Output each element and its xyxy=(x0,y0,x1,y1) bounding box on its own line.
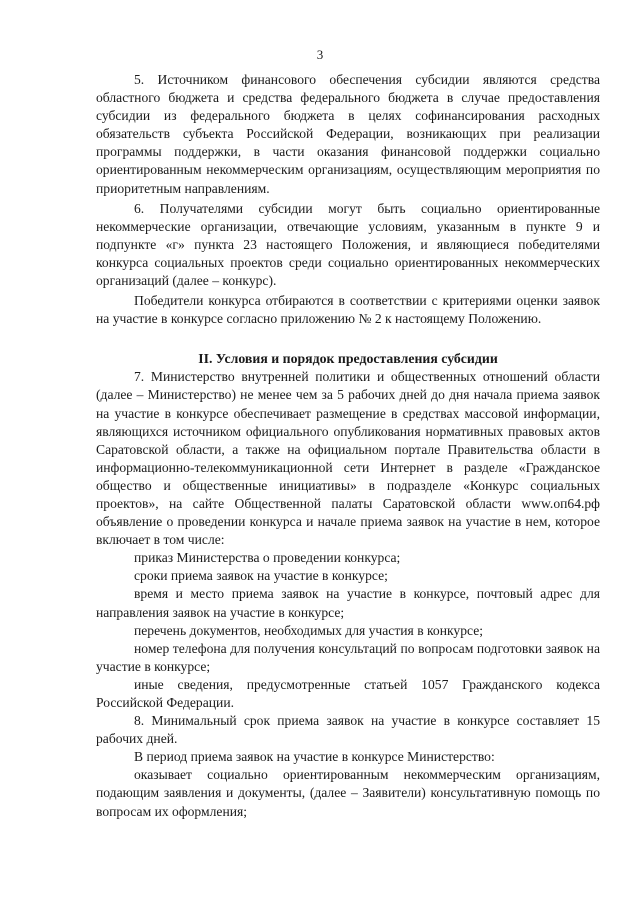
paragraph-6: 6. Получателями субсидии могут быть социально ориентированные некоммерческие организации, отвечающие условиям, указанным в пункте 9 и подпункте «г» пункта 23 настоящего Положения, и являющиеся победителями конкурса социальных проектов среди социально ориентированных некоммерческих организаций (далее – конкурс). xyxy=(96,200,600,289)
list-item: иные сведения, предусмотренные статьей 1057 Гражданского кодекса Российской Федерации. xyxy=(96,676,600,710)
paragraph-consult: оказывает социально ориентированным некоммерческим организациям, подающим заявления и документы, (далее – Заявители) консультативную помощь по вопросам их оформления; xyxy=(96,767,600,819)
paragraph-7: 7. Министерство внутренней политики и общественных отношений области (далее – Министерство) не менее чем за 5 рабочих дней до дня начала приема заявок на участие в конкурсе обеспечивает размещение в средствах массовой информации, являющихся источником официального опубликования нормативных правовых актов Саратовской области, а также на официальном портале Правительства области в информационно-телекоммуникационной сети Интернет в разделе «Гражданское общество и общественные инициативы» в подразделе «Конкурс социальных проектов», на сайте Общественной палаты Саратовской области www.оп64.рф объявление о проведении конкурса и начале приема заявок на участие в нем, которое включает в том числе: xyxy=(96,369,600,548)
list-item: сроки приема заявок на участие в конкурсе; xyxy=(134,568,388,584)
list-item: перечень документов, необходимых для участия в конкурсе; xyxy=(134,622,484,638)
list-item: приказ Министерства о проведении конкурса; xyxy=(134,550,401,566)
section-heading: II. Условия и порядок предоставления субсидии xyxy=(198,351,498,367)
paragraph-5: 5. Источником финансового обеспечения субсидии являются средства областного бюджета и средства федерального бюджета в случае предоставления субсидии из федерального бюджета в целях софинансирования расходных обязательств субъекта Российской Федерации, возникающих при реализации программы поддержки, в части оказания финансовой поддержки социально ориентированным некоммерческим организациям, осуществляющим мероприятия по приоритетным направлениям. xyxy=(96,72,600,196)
list-item: номер телефона для получения консультаций по вопросам подготовки заявок на участие в конкурсе; xyxy=(96,640,600,674)
page-number: 3 xyxy=(316,47,324,62)
document-body xyxy=(96,71,600,821)
paragraph-period: В период приема заявок на участие в конкурсе Министерство: xyxy=(134,749,495,765)
paragraph-8: 8. Минимальный срок приема заявок на участие в конкурсе составляет 15 рабочих дней. xyxy=(96,713,600,747)
list-item: время и место приема заявок на участие в конкурсе, почтовый адрес для направления заявок на участие в конкурсе; xyxy=(96,586,600,620)
paragraph-winners: Победители конкурса отбираются в соответствии с критериями оценки заявок на участие в конкурсе согласно приложению № 2 к настоящему Положению. xyxy=(96,293,600,327)
